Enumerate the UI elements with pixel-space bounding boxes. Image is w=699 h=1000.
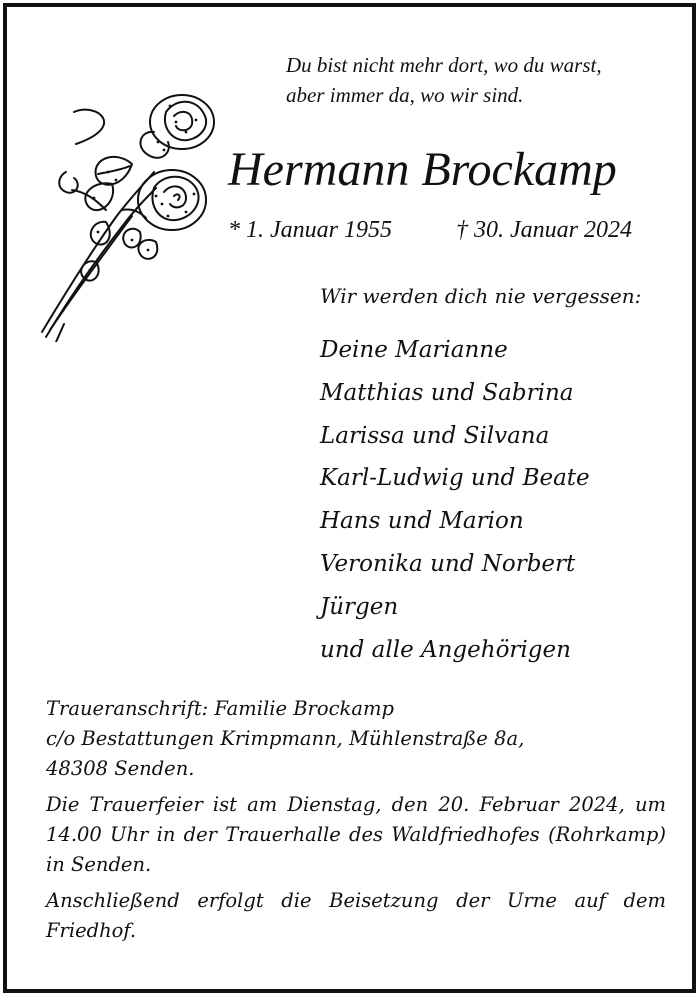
motto-line: aber immer da, wo wir sind. bbox=[286, 83, 524, 107]
death-date: † 30. Januar 2024 bbox=[456, 217, 632, 243]
funeral-line: (Rohrkamp) in Senden. bbox=[46, 823, 666, 876]
rosebud-stem bbox=[74, 110, 104, 144]
address-line: 48308 Senden. bbox=[46, 757, 195, 780]
mourner-name: Karl-Ludwig und Beate bbox=[320, 465, 590, 492]
mourner-name: Larissa und Silvana bbox=[320, 422, 550, 449]
deceased-name: Hermann Brockamp bbox=[228, 143, 617, 196]
burial-line: Anschließend erfolgt die Beisetzung der Urne auf dem bbox=[46, 889, 666, 912]
funeral-info bbox=[46, 790, 666, 880]
burial-info bbox=[46, 886, 666, 946]
address-line: c/o Bestattungen Krimpmann, Mühlenstraße 8a, bbox=[46, 727, 525, 750]
birth-date: * 1. Januar 1955 bbox=[228, 217, 392, 243]
mourner-name: Jürgen bbox=[320, 593, 399, 620]
motto-quote bbox=[286, 50, 666, 110]
motto-line: Du bist nicht mehr dort, wo du warst, bbox=[286, 53, 602, 77]
notice-details bbox=[46, 694, 666, 952]
funeral-line: Die Trauerfeier ist am Dienstag, den 20. Februar 2024, bbox=[46, 793, 625, 816]
mourner-name: und alle Angehörigen bbox=[320, 636, 571, 663]
mourner-name: Hans und Marion bbox=[320, 508, 524, 535]
mourners-list bbox=[320, 329, 590, 671]
mourner-name: Deine Marianne bbox=[320, 337, 508, 363]
rose-illustration bbox=[36, 92, 216, 342]
mourning-address bbox=[46, 694, 666, 784]
burial-line: Friedhof. bbox=[46, 919, 137, 942]
mourner-name: Veronika und Norbert bbox=[320, 550, 576, 577]
mourner-name: Matthias und Sabrina bbox=[320, 379, 574, 406]
funeral-line: um 14.00 Uhr in der Trauerhalle des Waldfriedhofes bbox=[46, 793, 666, 846]
address-line: Traueranschrift: Familie Brockamp bbox=[46, 697, 394, 720]
mourning-intro: Wir werden dich nie vergessen: bbox=[320, 284, 642, 308]
